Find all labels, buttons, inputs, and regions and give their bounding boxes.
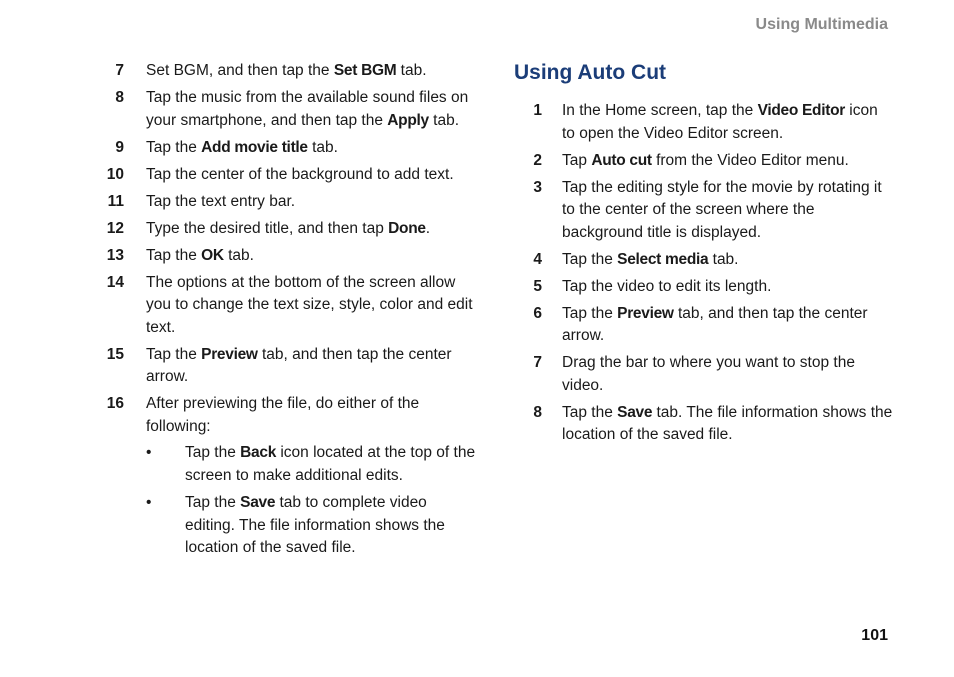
- left-steps-list: [100, 60, 480, 565]
- step-text-run: Set BGM, and then tap the: [146, 62, 334, 79]
- step-text-run: Tap the editing style for the movie by rotating it to the center of the screen where the background title is displayed.: [562, 178, 882, 241]
- step-text-run: Tap the video to edit its length.: [562, 277, 772, 295]
- left-column: [100, 60, 480, 569]
- step-item: [100, 393, 480, 565]
- step-number: 1: [533, 102, 542, 119]
- section-title: Using Auto Cut: [514, 61, 667, 84]
- ui-term: Add movie title: [201, 138, 308, 156]
- step-text-run: Tap the: [146, 138, 202, 156]
- page-number: 101: [861, 627, 888, 644]
- step-number: 4: [533, 250, 542, 268]
- step-number: 6: [533, 304, 542, 322]
- step-text-run: tab.: [708, 250, 739, 268]
- step-text: [146, 191, 480, 214]
- ui-term: Apply: [387, 111, 429, 129]
- ui-term: Save: [617, 403, 653, 421]
- step-number: 2: [533, 151, 542, 169]
- ui-term: Back: [240, 444, 277, 461]
- step-text-run: Tap: [562, 151, 592, 169]
- right-column: [514, 60, 894, 451]
- step-item: [100, 164, 480, 187]
- bullet-marker: •: [146, 444, 152, 461]
- step-text: [146, 218, 480, 241]
- step-text: [146, 87, 480, 132]
- step-text: [562, 100, 894, 145]
- step-item: [100, 344, 480, 389]
- ui-term: Preview: [201, 345, 258, 363]
- step-text-run: Tap the music from the available sound files on your smartphone, and then tap the: [146, 89, 469, 129]
- step-item: [514, 100, 894, 145]
- step-text: [146, 344, 480, 389]
- step-item: [514, 402, 894, 447]
- ui-term: Preview: [617, 304, 674, 322]
- bullet-item: [146, 442, 480, 487]
- step-text-run: Tap the: [562, 250, 618, 268]
- step-number: 3: [533, 178, 542, 196]
- step-text-run: Tap the: [185, 444, 241, 461]
- ui-term: Save: [240, 494, 276, 511]
- step-text-run: Tap the: [146, 345, 202, 363]
- step-item: [100, 245, 480, 268]
- step-text: [146, 137, 480, 160]
- step-text-run: Tap the: [562, 304, 618, 322]
- step-text-run: Tap the: [562, 403, 618, 421]
- step-item: [100, 272, 480, 340]
- ui-term: Video Editor: [757, 102, 845, 119]
- step-number: 7: [115, 62, 124, 79]
- step-text-run: tab.: [223, 246, 254, 264]
- step-text-run: After previewing the file, do either of the following:: [146, 395, 420, 435]
- bullet-text: [185, 442, 480, 487]
- step-text: [562, 249, 894, 272]
- step-text: [146, 245, 480, 268]
- step-item: [514, 276, 894, 299]
- step-item: [514, 177, 894, 245]
- step-item: [100, 191, 480, 214]
- step-number: 8: [115, 89, 124, 106]
- bullet-marker: •: [146, 494, 152, 511]
- ui-term: Auto cut: [591, 151, 652, 169]
- step-text-run: Type the desired title, and then tap: [146, 219, 389, 237]
- step-text: [562, 402, 894, 447]
- step-text-run: The options at the bottom of the screen allow you to change the text size, style, color and edit text.: [146, 273, 473, 336]
- step-text-run: Tap the text entry bar.: [146, 192, 296, 210]
- ui-term: Done: [388, 219, 426, 237]
- step-text: [562, 352, 894, 397]
- step-text: [146, 60, 480, 83]
- step-text: [562, 276, 894, 299]
- step-number: 13: [106, 246, 124, 264]
- ui-term: Select media: [617, 250, 709, 268]
- step-text: [562, 177, 894, 245]
- step-text-run: tab.: [428, 111, 460, 129]
- step-item: [514, 249, 894, 272]
- step-text-run: Tap the: [185, 494, 241, 511]
- step-number: 7: [533, 354, 542, 371]
- step-text-run: tab, and then tap the center arrow.: [562, 304, 868, 344]
- right-steps-list: [514, 100, 894, 447]
- step-text: [146, 393, 480, 565]
- step-item: [514, 150, 894, 173]
- step-item: [100, 218, 480, 241]
- step-number: 14: [106, 273, 124, 291]
- step-text-run: .: [425, 219, 431, 237]
- step-text-run: tab. The file information shows the location of the saved file.: [562, 403, 893, 443]
- step-text-run: In the Home screen, tap the: [562, 102, 758, 119]
- step-item: [100, 87, 480, 132]
- step-item: [514, 352, 894, 397]
- step-item: [514, 303, 894, 348]
- step-number: 15: [106, 345, 124, 363]
- step-text-run: Drag the bar to where you want to stop the video.: [562, 354, 855, 394]
- bullet-text: [185, 492, 480, 560]
- bullet-list: [146, 442, 480, 560]
- step-item: [100, 60, 480, 83]
- step-text-run: tab.: [396, 62, 427, 79]
- step-text-run: from the Video Editor menu.: [651, 151, 849, 169]
- step-number: 8: [533, 403, 542, 421]
- step-text-run: icon located at the top of the screen to make additional edits.: [185, 444, 476, 484]
- step-number: 5: [533, 277, 542, 295]
- step-number: 10: [106, 165, 124, 183]
- step-text-run: tab to complete video editing. The file information shows the location of the saved file.: [185, 494, 445, 556]
- step-text-run: icon to open the Video Editor screen.: [562, 102, 878, 142]
- running-header: Using Multimedia: [755, 16, 888, 33]
- step-text: [146, 272, 480, 340]
- step-text: [562, 303, 894, 348]
- step-item: [100, 137, 480, 160]
- ui-term: Set BGM: [333, 62, 397, 79]
- step-text: [146, 164, 480, 187]
- step-number: 11: [107, 192, 124, 210]
- ui-term: OK: [201, 246, 224, 264]
- bullet-item: [146, 492, 480, 560]
- step-text: [562, 150, 894, 173]
- step-text-run: tab, and then tap the center arrow.: [146, 345, 452, 385]
- step-text-run: Tap the center of the background to add text.: [146, 165, 454, 183]
- step-text-run: tab.: [307, 138, 338, 156]
- step-number: 9: [115, 138, 124, 156]
- step-text-run: Tap the: [146, 246, 202, 264]
- step-number: 12: [106, 219, 124, 237]
- step-number: 16: [106, 395, 124, 412]
